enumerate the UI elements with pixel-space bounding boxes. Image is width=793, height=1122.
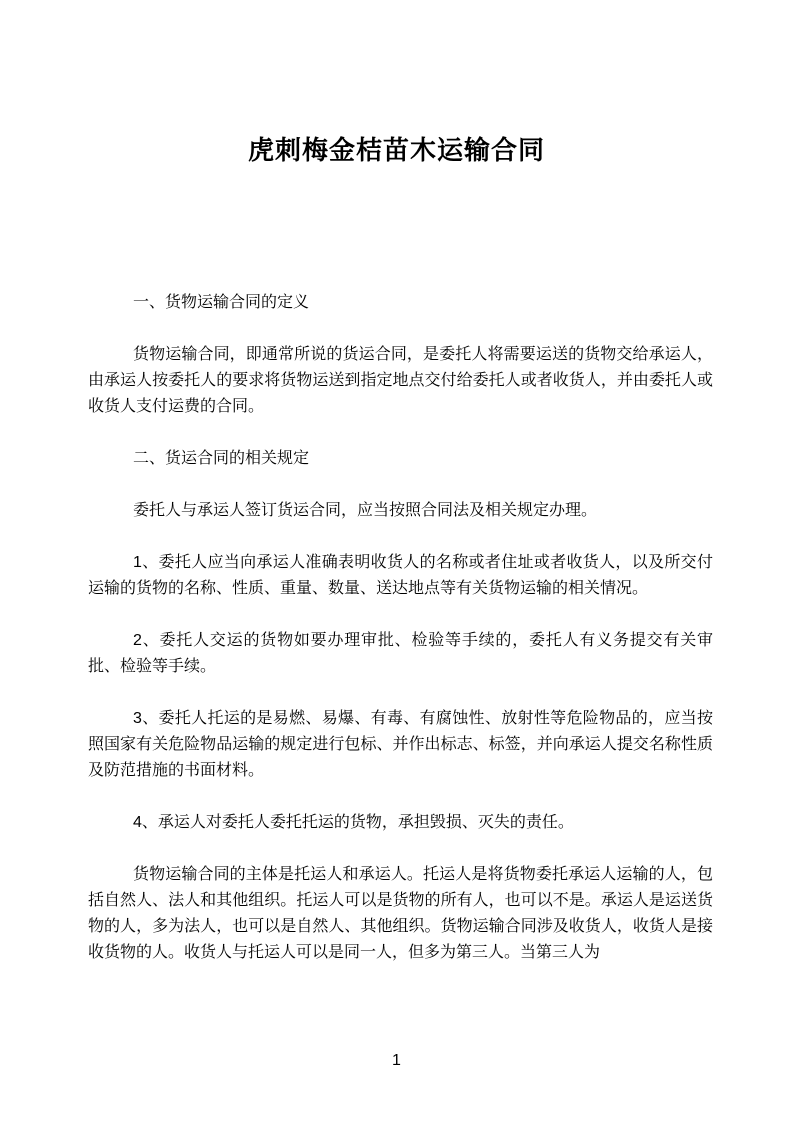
paragraph-item-3: 3、委托人托运的是易燃、易爆、有毒、有腐蚀性、放射性等危险物品的，应当按照国家有关危险物品运输的规定进行包标、并作出标志、标签，并向承运人提交名称性质及防范措施的书面材料。 [88,710,713,779]
paragraph-item-4: 4、承运人对委托人委托托运的货物，承担毁损、灭失的责任。 [133,814,574,831]
section-heading-1: 一、货物运输合同的定义 [133,294,310,311]
paragraph-intro: 委托人与承运人签订货运合同，应当按照合同法及相关规定办理。 [133,502,598,519]
paragraph-definition: 货物运输合同，即通常所说的货运合同，是委托人将需要运送的货物交给承运人，由承运人按委托人的要求将货物运送到指定地点交付给委托人或者收货人，并由委托人或收货人支付运费的合同。 [88,346,713,415]
paragraph-item-1: 1、委托人应当向承运人准确表明收货人的名称或者住址或者收货人，以及所交付运输的货物的名称、性质、重量、数量、送达地点等有关货物运输的相关情况。 [88,554,713,597]
document-body [88,290,713,966]
page-number: 1 [392,1052,401,1069]
section-heading-2: 二、货运合同的相关规定 [133,450,310,467]
document-title: 虎刺梅金桔苗木运输合同 [247,135,545,165]
paragraph-item-2: 2、委托人交运的货物如要办理审批、检验等手续的，委托人有义务提交有关审批、检验等手续。 [88,632,713,675]
paragraph-subjects: 货物运输合同的主体是托运人和承运人。托运人是将货物委托承运人运输的人，包括自然人、法人和其他组织。托运人可以是货物的所有人，也可以不是。承运人是运送货物的人，多为法人，也可以是自然人、其他组织。货物运输合同涉及收货人，收货人是接收货物的人。收货人与托运人可以是同一人，但多为第三人。当第三人为 [88,866,713,961]
